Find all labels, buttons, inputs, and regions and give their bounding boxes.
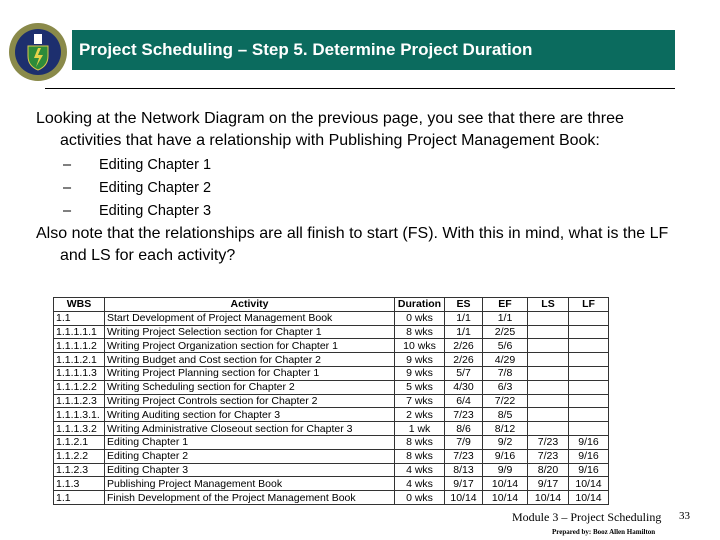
table-row bbox=[54, 394, 609, 408]
table-cell: 8 wks bbox=[395, 449, 445, 463]
table-cell: Writing Scheduling section for Chapter 2 bbox=[105, 380, 395, 394]
column-header: LF bbox=[569, 298, 609, 312]
slide-body bbox=[36, 108, 686, 269]
table-cell bbox=[528, 353, 569, 367]
table-cell: 1.1.1.3.1. bbox=[54, 408, 105, 422]
table-row bbox=[54, 477, 609, 491]
prepared-by: Prepared by: Booz Allen Hamilton bbox=[552, 528, 656, 536]
table-cell: Writing Project Planning section for Chapter 1 bbox=[105, 366, 395, 380]
table-row bbox=[54, 311, 609, 325]
table-cell: 9 wks bbox=[395, 353, 445, 367]
table-cell bbox=[569, 422, 609, 436]
footer-module: Module 3 – Project Scheduling bbox=[512, 510, 662, 524]
table-cell: 7/23 bbox=[528, 435, 569, 449]
table-cell: 6/3 bbox=[483, 380, 528, 394]
table-row bbox=[54, 435, 609, 449]
table-cell bbox=[528, 422, 569, 436]
table-cell: Writing Project Organization section for Chapter 1 bbox=[105, 339, 395, 353]
table-cell bbox=[569, 339, 609, 353]
table-cell: 1.1.1.2.3 bbox=[54, 394, 105, 408]
table-cell: 9/17 bbox=[528, 477, 569, 491]
table-cell: Start Development of Project Management Book bbox=[105, 311, 395, 325]
table-cell: 4 wks bbox=[395, 463, 445, 477]
table-cell: 9/16 bbox=[569, 449, 609, 463]
bullet-item bbox=[36, 200, 686, 223]
table-cell: 1.1.1.2.2 bbox=[54, 380, 105, 394]
table-cell bbox=[528, 408, 569, 422]
table-cell bbox=[569, 408, 609, 422]
table-cell bbox=[569, 325, 609, 339]
dash-marker: – bbox=[63, 180, 72, 196]
bullet-item bbox=[36, 177, 686, 200]
table-row bbox=[54, 339, 609, 353]
table-cell: 4/30 bbox=[445, 380, 483, 394]
table-cell: 2/26 bbox=[445, 339, 483, 353]
table-cell: 0 wks bbox=[395, 491, 445, 505]
page-number: 33 bbox=[679, 510, 690, 522]
table-cell bbox=[528, 380, 569, 394]
table-cell: 8/12 bbox=[483, 422, 528, 436]
table-row bbox=[54, 325, 609, 339]
table-cell: Writing Administrative Closeout section for Chapter 3 bbox=[105, 422, 395, 436]
table-cell: 1.1 bbox=[54, 491, 105, 505]
table-cell: 7/22 bbox=[483, 394, 528, 408]
table-cell: Publishing Project Management Book bbox=[105, 477, 395, 491]
table-cell: 10/14 bbox=[445, 491, 483, 505]
table-cell bbox=[528, 325, 569, 339]
table-cell bbox=[528, 366, 569, 380]
table-cell: Writing Project Selection section for Chapter 1 bbox=[105, 325, 395, 339]
table-cell: 1.1.2.3 bbox=[54, 463, 105, 477]
table-cell: 0 wks bbox=[395, 311, 445, 325]
table-cell: 5 wks bbox=[395, 380, 445, 394]
table-cell bbox=[569, 353, 609, 367]
table-cell bbox=[528, 339, 569, 353]
table-row bbox=[54, 422, 609, 436]
bullet-text: Editing Chapter 2 bbox=[99, 180, 212, 196]
column-header: EF bbox=[483, 298, 528, 312]
table-cell: 1.1.1.1.3 bbox=[54, 366, 105, 380]
table-cell: 7 wks bbox=[395, 394, 445, 408]
table-cell: 7/23 bbox=[445, 408, 483, 422]
table-cell: 1.1.1.3.2 bbox=[54, 422, 105, 436]
table-cell: 2 wks bbox=[395, 408, 445, 422]
intro-text: Looking at the Network Diagram on the previous page, you see that there are three activities that have a relationship with Publishing Project Management Book: bbox=[36, 110, 624, 149]
table-cell: 10/14 bbox=[528, 491, 569, 505]
table-cell bbox=[569, 394, 609, 408]
column-header: LS bbox=[528, 298, 569, 312]
column-header: Duration bbox=[395, 298, 445, 312]
table-cell: 8 wks bbox=[395, 435, 445, 449]
table-cell: Writing Project Controls section for Chapter 2 bbox=[105, 394, 395, 408]
table-row bbox=[54, 366, 609, 380]
table-cell bbox=[528, 311, 569, 325]
table-row bbox=[54, 380, 609, 394]
table-cell: 9/9 bbox=[483, 463, 528, 477]
table-row bbox=[54, 449, 609, 463]
table-cell: Editing Chapter 2 bbox=[105, 449, 395, 463]
table-cell: 5/6 bbox=[483, 339, 528, 353]
table-cell: 10/14 bbox=[483, 491, 528, 505]
doe-seal-logo bbox=[8, 22, 68, 82]
dash-marker: – bbox=[63, 157, 72, 173]
table-cell: 4 wks bbox=[395, 477, 445, 491]
table-cell: 8/20 bbox=[528, 463, 569, 477]
table-cell: 8 wks bbox=[395, 325, 445, 339]
table-cell: 9/16 bbox=[569, 463, 609, 477]
column-header: ES bbox=[445, 298, 483, 312]
table-cell: 10/14 bbox=[483, 477, 528, 491]
table-cell: 8/6 bbox=[445, 422, 483, 436]
table-cell: 1/1 bbox=[445, 325, 483, 339]
table-cell: 1/1 bbox=[445, 311, 483, 325]
table-row bbox=[54, 353, 609, 367]
table-cell: 10 wks bbox=[395, 339, 445, 353]
table-row bbox=[54, 408, 609, 422]
table-cell: 9/2 bbox=[483, 435, 528, 449]
table-cell: 9/16 bbox=[483, 449, 528, 463]
slide-title: Project Scheduling – Step 5. Determine Project Duration bbox=[72, 30, 675, 70]
table-cell: 1.1.3 bbox=[54, 477, 105, 491]
table-cell: 8/13 bbox=[445, 463, 483, 477]
table-cell bbox=[569, 311, 609, 325]
table-cell: Finish Development of the Project Management Book bbox=[105, 491, 395, 505]
table-cell: 8/5 bbox=[483, 408, 528, 422]
table-cell: 1.1.1.1.1 bbox=[54, 325, 105, 339]
table-cell: 7/9 bbox=[445, 435, 483, 449]
column-header: Activity bbox=[105, 298, 395, 312]
table-row bbox=[54, 491, 609, 505]
table-row bbox=[54, 463, 609, 477]
column-header: WBS bbox=[54, 298, 105, 312]
table-cell: 5/7 bbox=[445, 366, 483, 380]
bullet-item bbox=[36, 154, 686, 177]
bullet-text: Editing Chapter 3 bbox=[99, 203, 212, 219]
table-cell: 9/17 bbox=[445, 477, 483, 491]
question-text: Also note that the relationships are all finish to start (FS). With this in mind, what is the LF and LS for each activity? bbox=[36, 225, 669, 264]
table-cell: 1.1.1.1.2 bbox=[54, 339, 105, 353]
table-cell: 2/26 bbox=[445, 353, 483, 367]
table-cell: 7/23 bbox=[445, 449, 483, 463]
table-cell: 1 wk bbox=[395, 422, 445, 436]
table-cell: 4/29 bbox=[483, 353, 528, 367]
divider bbox=[45, 88, 675, 89]
table-cell: 7/8 bbox=[483, 366, 528, 380]
table-cell: 9 wks bbox=[395, 366, 445, 380]
table-cell: 1.1.2.2 bbox=[54, 449, 105, 463]
table-cell: 1.1 bbox=[54, 311, 105, 325]
table-cell: 10/14 bbox=[569, 491, 609, 505]
table-cell: Editing Chapter 1 bbox=[105, 435, 395, 449]
dash-marker: – bbox=[63, 203, 72, 219]
table-cell bbox=[569, 366, 609, 380]
table-cell: 7/23 bbox=[528, 449, 569, 463]
table-cell bbox=[528, 394, 569, 408]
table-cell: 10/14 bbox=[569, 477, 609, 491]
table-cell: 1.1.2.1 bbox=[54, 435, 105, 449]
table-cell: Editing Chapter 3 bbox=[105, 463, 395, 477]
table-cell: Writing Auditing section for Chapter 3 bbox=[105, 408, 395, 422]
table-cell: 1/1 bbox=[483, 311, 528, 325]
table-cell bbox=[569, 380, 609, 394]
table-cell: 6/4 bbox=[445, 394, 483, 408]
table-cell: Writing Budget and Cost section for Chapter 2 bbox=[105, 353, 395, 367]
schedule-table bbox=[53, 297, 609, 505]
table-cell: 2/25 bbox=[483, 325, 528, 339]
table-cell: 1.1.1.2.1 bbox=[54, 353, 105, 367]
table-cell: 9/16 bbox=[569, 435, 609, 449]
bullet-text: Editing Chapter 1 bbox=[99, 157, 212, 173]
